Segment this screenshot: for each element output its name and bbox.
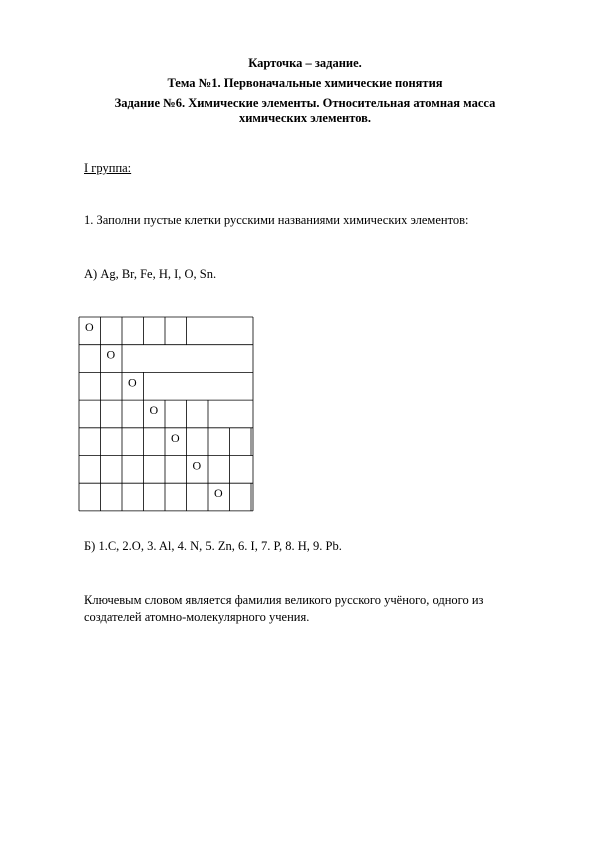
crossword-key-letter: О (171, 430, 180, 445)
element-set-a: А) Ag, Br, Fe, H, I, O, Sn. (84, 267, 217, 281)
card-title: Карточка – задание. (248, 56, 362, 70)
task-title: Задание №6. Химические элементы. Относительная атомная масса (114, 96, 496, 110)
crossword-key-letter: О (106, 347, 116, 362)
crossword-key-letter: О (214, 486, 223, 501)
topic-title: Тема №1. Первоначальные химические понятия (167, 76, 443, 90)
group-label: I группа: (84, 161, 132, 175)
crossword-key-letter: О (149, 403, 159, 418)
crossword-key-letter: О (85, 320, 94, 334)
keyword-instruction: Ключевым словом является фамилия великого русского учёного, одного из создателей атомно-молекулярного учения. (84, 593, 484, 624)
task-title-continued: химических элементов. (238, 111, 372, 125)
element-set-b: Б) 1.C, 2.O, 3. Al, 4. N, 5. Zn, 6. I, 7. P, 8. H, 9. Pb. (84, 539, 342, 553)
task1-instruction: 1. Заполни пустые клетки русскими названиями химических элементов: (84, 213, 469, 227)
crossword-key-letter: О (128, 375, 137, 390)
crossword-key-letter: О (192, 458, 202, 473)
